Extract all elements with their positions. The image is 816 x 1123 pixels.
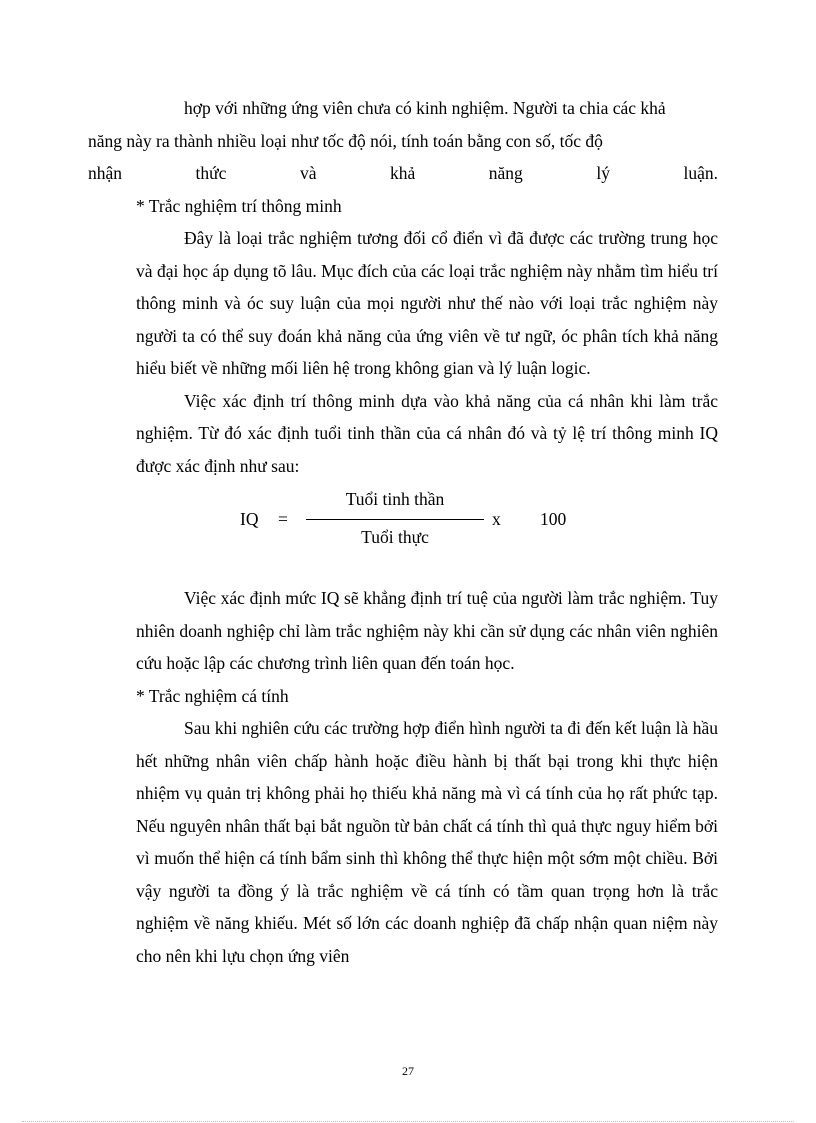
word: thức	[195, 163, 227, 183]
section-heading-intelligence-test: * Trắc nghiệm trí thông minh	[136, 195, 342, 216]
word: khả	[389, 163, 416, 183]
text-line-justified	[88, 157, 718, 190]
fraction-bar	[306, 519, 484, 520]
word: nhận	[88, 163, 123, 183]
text-line: năng này ra thành nhiều loại như tốc độ nói, tính toán bằng con số, tốc độ	[88, 130, 603, 151]
text-line: hợp với những ứng viên chưa có kinh nghiệm. Người ta chia các khả	[184, 98, 666, 118]
page-number: 27	[402, 1064, 414, 1078]
formula-multiplier: 100	[540, 509, 567, 529]
formula-equals: =	[278, 509, 288, 529]
paragraph-iq-usage: Việc xác định mức IQ sẽ khẳng định trí tuệ của người làm trắc nghiệm. Tuy nhiên doanh nghiệp chỉ làm trắc nghiệm này khi cần sử dụng các nhân viên nghiên cứu hoặc lập các chương trình liên quan đến toán học.	[136, 588, 718, 673]
word: và	[299, 163, 317, 183]
paragraph-personality-description: Sau khi nghiên cứu các trường hợp điển hình người ta đi đến kết luận là hầu hết những nhân viên chấp hành hoặc điều hành bị thất bại trong khi thực hiện nhiệm vụ quản trị không phải họ thiếu khả năng mà vì cá tính của họ rất phức tạp. Nếu nguyên nhân thất bại bắt nguồn từ bản chất cá tính thì quả thực nguy hiểm bởi vì muốn thể hiện cá tính bẩm sinh thì không thể thực hiện một sớm một chiều. Bởi vậy người ta đồng ý là trắc nghiệm về cá tính có tầm quan trọng hơn là trắc nghiệm về năng khiếu. Mét số lớn các doanh nghiệp đã chấp nhận quan niệm này cho nên khi lựu chọn ứng viên	[136, 718, 718, 966]
section-heading-personality-test: * Trắc nghiệm cá tính	[136, 685, 289, 706]
formula-numerator: Tuổi tinh thần	[345, 489, 445, 509]
formula-operator: x	[492, 509, 501, 529]
iq-formula	[136, 486, 718, 552]
document-body	[88, 92, 718, 972]
paragraph-continuation	[88, 92, 718, 190]
paragraph-intelligence-method: Việc xác định trí thông minh dựa vào khả năng của cá nhân khi làm trắc nghiệm. Từ đó xác định tuổi tinh thần của cá nhân đó và tỷ lệ trí thông minh IQ được xác định như sau:	[136, 390, 718, 476]
word: năng	[488, 163, 523, 183]
word: lý	[596, 163, 610, 183]
word: luận.	[683, 163, 718, 183]
formula-lhs: IQ	[240, 509, 259, 529]
paragraph-intelligence-description: Đây là loại trắc nghiệm tương đối cổ điển vì đã được các trường trung học và đại học áp dụng tõ lâu. Mục đích của các loại trắc nghiệm này nhằm tìm hiểu trí thông minh và óc suy luận của mọi người như thế nào với loại trắc nghiệm này người ta có thể suy đoán khả năng của ứng viên về tư ngữ, óc phân tích khả năng hiểu biết về những mối liên hệ trong không gian và lý luận logic.	[136, 228, 718, 378]
formula-denominator: Tuổi thực	[361, 527, 429, 547]
page-bottom-divider	[22, 1121, 794, 1122]
